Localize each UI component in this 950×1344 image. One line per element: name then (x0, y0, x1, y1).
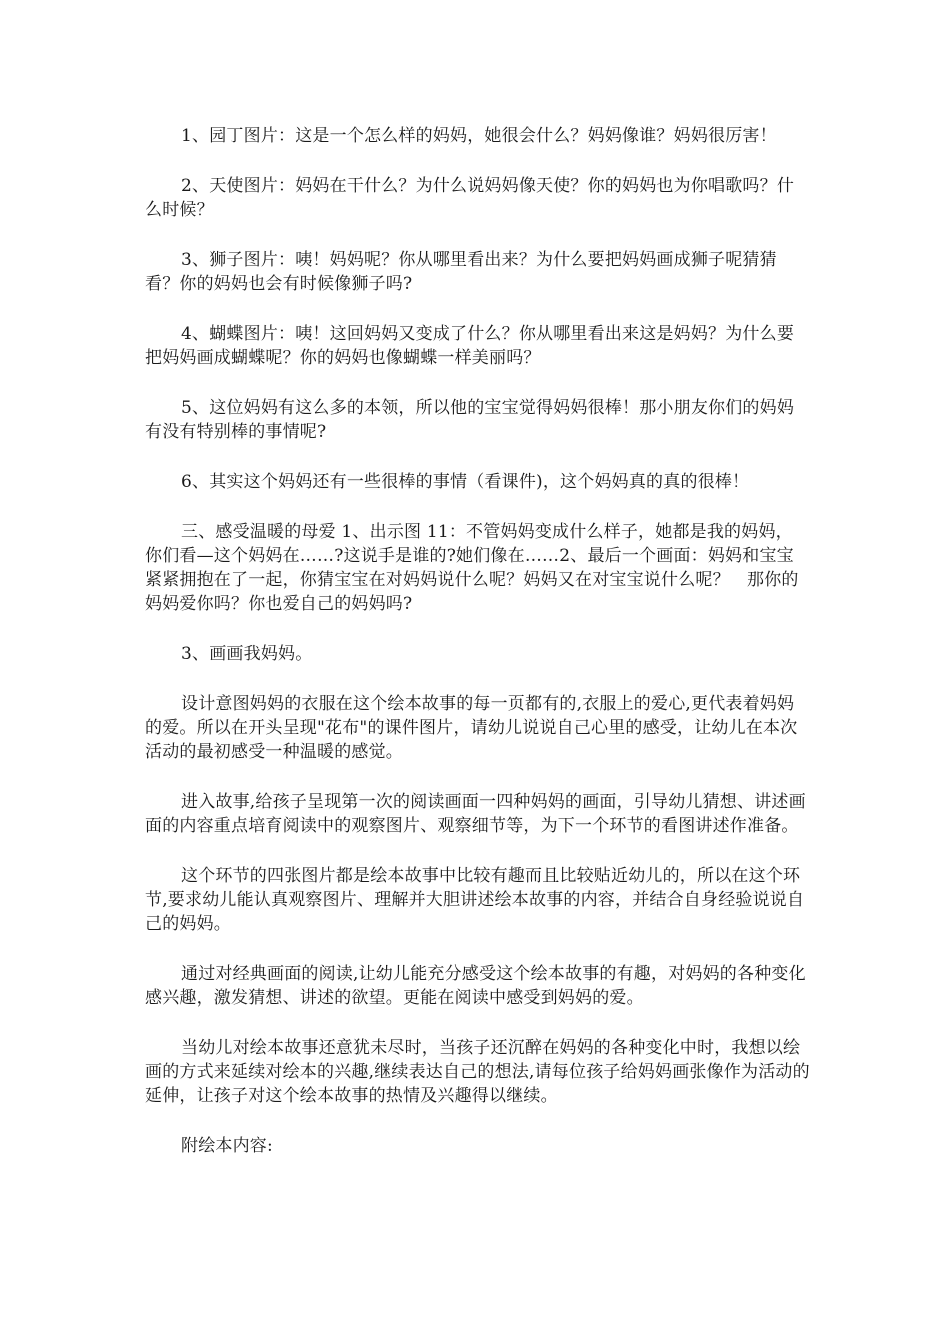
paragraph-angel-picture: 2、天使图片：妈妈在干什么？为什么说妈妈像天使？你的妈妈也为你唱歌吗？什么时候？ (145, 176, 795, 220)
paragraph-section-three: 三、感受温暖的母爱 1、出示图 11：不管妈妈变成什么样子，她都是我的妈妈，你们看—这个妈妈在……?这说手是谁的?她们像在……2、最后一个画面：妈妈和宝宝紧紧拥抱在了一起，你猜宝宝在对妈妈说什么呢？妈妈又在对宝宝说什么呢？ 那你的妈妈爱你吗？你也爱自己的妈妈吗? (145, 522, 799, 614)
paragraph-enter-story: 进入故事,给孩子呈现第一次的阅读画面一四种妈妈的画面，引导幼儿猜想、讲述画面的内容重点培育阅读中的观察图片、观察细节等，为下一个环节的看图讲述作准备。 (145, 792, 806, 836)
paragraph-gardener-picture: 1、园丁图片：这是一个怎么样的妈妈，她很会什么？妈妈像谁？妈妈很厉害！ (181, 126, 777, 146)
paragraph-four-pictures: 这个环节的四张图片都是绘本故事中比较有趣而且比较贴近幼儿的，所以在这个环节,要求幼儿能认真观察图片、理解并大胆讲述绘本故事的内容，并结合自身经验说说自己的妈妈。 (145, 866, 805, 934)
paragraph-mother-skills: 5、这位妈妈有这么多的本领，所以他的宝宝觉得妈妈很棒！那小朋友你们的妈妈有没有特别棒的事情呢? (145, 398, 795, 442)
paragraph-draw-mother: 3、画画我妈妈。 (181, 644, 313, 664)
paragraph-appendix-heading: 附绘本内容: (181, 1136, 273, 1156)
document-body (145, 124, 810, 1184)
paragraph-lion-picture: 3、狮子图片：咦！妈妈呢？你从哪里看出来？为什么要把妈妈画成狮子呢猜猜看？你的妈妈也会有时候像狮子吗? (145, 250, 777, 294)
paragraph-classic-reading: 通过对经典画面的阅读,让幼儿能充分感受这个绘本故事的有趣，对妈妈的各种变化感兴趣，激发猜想、讲述的欲望。更能在阅读中感受到妈妈的爱。 (145, 964, 806, 1008)
paragraph-design-intent: 设计意图妈妈的衣服在这个绘本故事的每一页都有的,衣服上的爱心,更代表着妈妈的爱。所以在开头呈现"花布"的课件图片，请幼儿说说自己心里的感受，让幼儿在本次活动的最初感受一种温暖的感觉。 (145, 694, 798, 762)
paragraph-courseware: 6、其实这个妈妈还有一些很棒的事情（看课件)，这个妈妈真的真的很棒！ (181, 472, 750, 492)
paragraph-butterfly-picture: 4、蝴蝶图片：咦！这回妈妈又变成了什么？你从哪里看出来这是妈妈？为什么要把妈妈画成蝴蝶呢？你的妈妈也像蝴蝶一样美丽吗？ (145, 324, 795, 368)
paragraph-extension-activity: 当幼儿对绘本故事还意犹未尽时，当孩子还沉醉在妈妈的各种变化中时，我想以绘画的方式来延续对绘本的兴趣,继续表达自己的想法,请每位孩子给妈妈画张像作为活动的延伸，让孩子对这个绘本故事的热情及兴趣得以继续。 (145, 1038, 810, 1106)
